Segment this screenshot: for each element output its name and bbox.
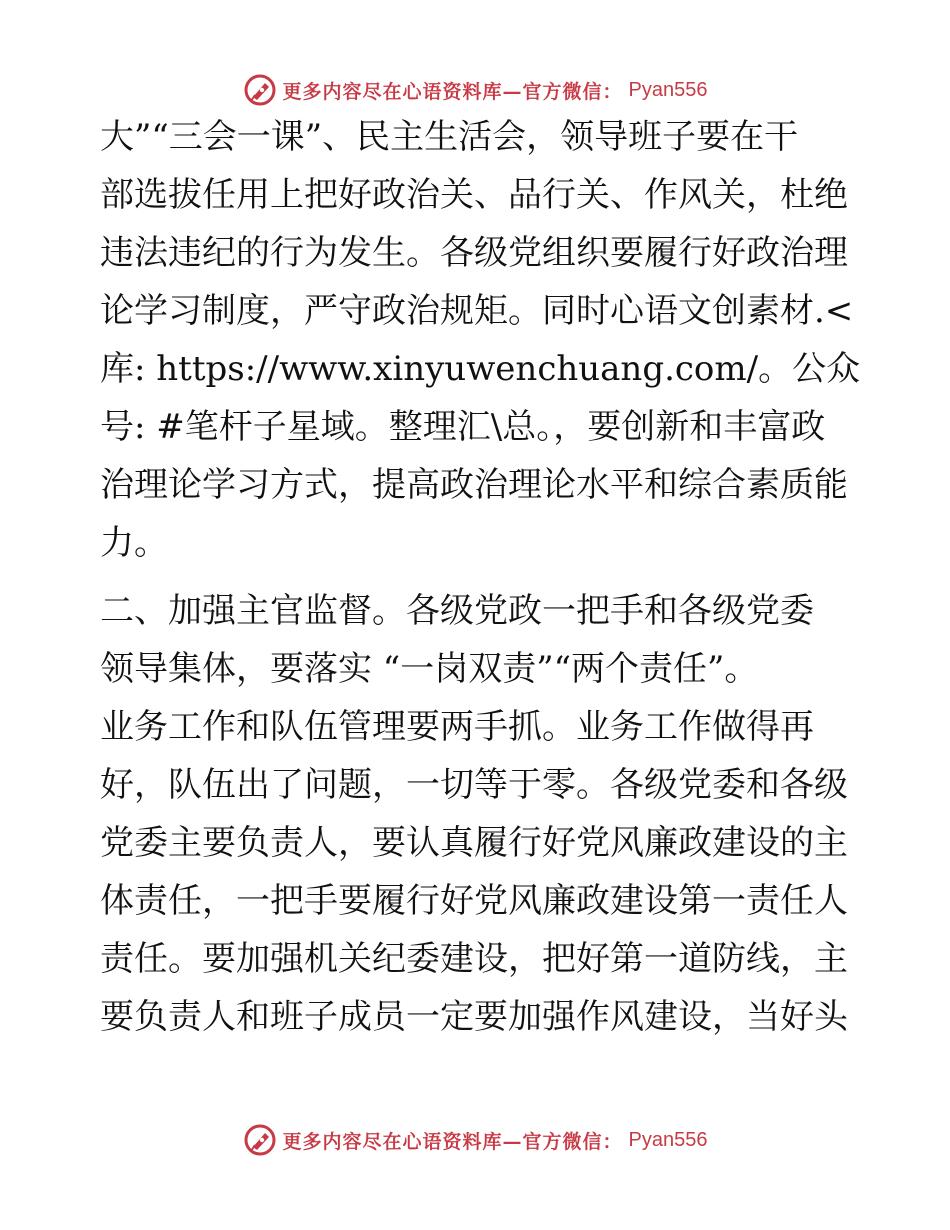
- document-body: [100, 117, 861, 1058]
- text-line: 领导集体，要落实 “一岗双责”“两个责任”。: [100, 649, 759, 689]
- banner-text: 更多内容尽在心语资料库—官方微信：: [282, 1130, 623, 1153]
- header-watermark-banner: [0, 70, 950, 110]
- text-line: 违法违纪的行为发生。各级党组织要履行好政治理: [100, 233, 848, 273]
- banner-text: 更多内容尽在心语资料库—官方微信：: [282, 80, 623, 103]
- text-line: 二、加强主官监督。各级党政一把手和各级党委: [100, 591, 814, 631]
- text-line: 治理论学习方式，提高政治理论水平和综合素质能: [100, 465, 848, 505]
- text-line: 力。: [100, 523, 168, 563]
- text-line: 党委主要负责人，要认真履行好党风廉政建设的主: [100, 823, 848, 863]
- text-line: 要负责人和班子成员一定要加强作风建设，当好头: [100, 997, 848, 1037]
- text-line: 好，队伍出了问题，一切等于零。各级党委和各级: [100, 765, 848, 805]
- text-line: 号: #笔杆子星域。整理汇\总。，要创新和丰富政: [100, 407, 826, 447]
- banner-wechat-id: Pyan556: [628, 1128, 708, 1151]
- text-line: 库: https://www.xinyuwenchuang.com/。公众: [100, 349, 861, 389]
- text-line: 业务工作和队伍管理要两手抓。业务工作做得再: [100, 707, 814, 747]
- pen-nib-logo-icon: [243, 73, 277, 107]
- paragraph-2: [100, 591, 860, 1058]
- banner-wechat-id: Pyan556: [628, 78, 708, 101]
- paragraph-1: [100, 117, 861, 584]
- pen-nib-logo-icon: [243, 1123, 277, 1157]
- text-line: 大”“三会一课”、民主生活会，领导班子要在干: [100, 117, 799, 157]
- text-line: 论学习制度，严守政治规矩。同时心语文创素材.<: [100, 291, 854, 331]
- text-line: 责任。要加强机关纪委建设，把好第一道防线，主: [100, 939, 848, 979]
- text-line: 体责任，一把手要履行好党风廉政建设第一责任人: [100, 881, 848, 921]
- text-line: 部选拔任用上把好政治关、品行关、作风关，杜绝: [100, 175, 848, 215]
- footer-watermark-banner: [0, 1120, 950, 1160]
